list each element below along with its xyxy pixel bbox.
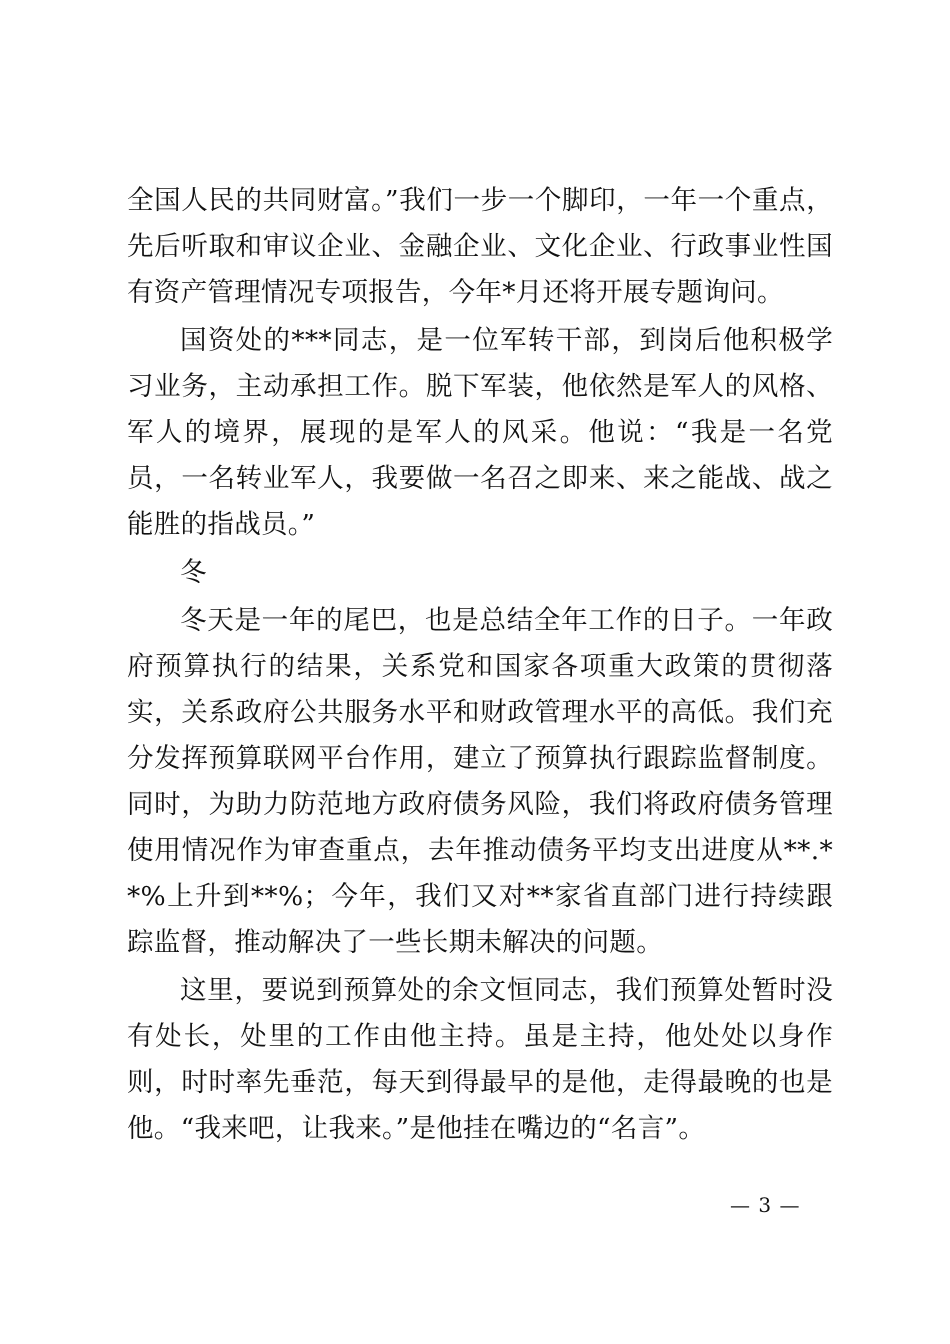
paragraph-budget-comrade: 这里，要说到预算处的余文恒同志，我们预算处暂时没有处长，处里的工作由他主持。虽是主持，他处处以身作则，时时率先垂范，每天到得最早的是他，走得最晚的也是他。“我来吧，让我来。”是他挂在嘴边的“名言”。 <box>127 975 833 1144</box>
document-body <box>127 178 833 1152</box>
page-number: — 3 — <box>730 1193 801 1217</box>
paragraph-winter-budget: 冬天是一年的尾巴，也是总结全年工作的日子。一年政府预算执行的结果，关系党和国家各项重大政策的贯彻落实，关系政府公共服务水平和财政管理水平的高低。我们充分发挥预算联网平台作用，建立了预算执行跟踪监督制度。同时，为助力防范地方政府债务风险，我们将政府债务管理使用情况作为审查重点，去年推动债务平均支出进度从**.**%上升到**%；今年，我们又对**家省直部门进行持续跟踪监督，推动解决了一些长期未解决的问题。 <box>127 605 833 958</box>
paragraph-continuation: 全国人民的共同财富。”我们一步一个脚印，一年一个重点，先后听取和审议企业、金融企业、文化企业、行政事业性国有资产管理情况专项报告，今年*月还将开展专题询问。 <box>127 185 833 308</box>
section-heading-winter: 冬 <box>180 557 207 588</box>
paragraph-guozi-comrade: 国资处的***同志，是一位军转干部，到岗后他积极学习业务，主动承担工作。脱下军装，他依然是军人的风格、军人的境界，展现的是军人的风采。他说：“我是一名党员，一名转业军人，我要做一名召之即来、来之能战、战之能胜的指战员。” <box>127 325 833 540</box>
